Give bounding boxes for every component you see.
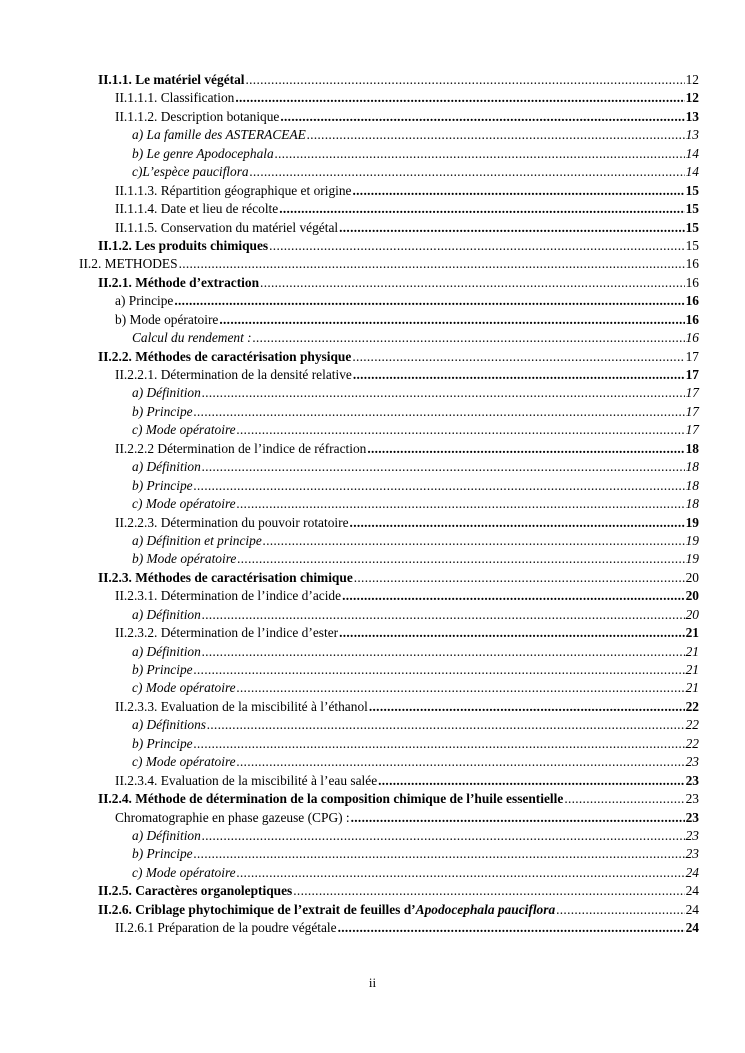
dot-leader [194, 845, 685, 863]
toc-entry-page: 17 [685, 422, 699, 438]
toc-entry-label: b) Principe [132, 477, 193, 493]
toc-entry-page: 20 [685, 606, 699, 622]
dot-leader [564, 790, 684, 808]
toc-entry-page: 23 [685, 791, 699, 807]
toc-entry-page: 23 [685, 754, 699, 770]
toc-entry[interactable] [132, 532, 699, 550]
toc-entry[interactable] [115, 698, 699, 716]
dot-leader [174, 292, 684, 310]
toc-entry-label: II.1.1. Le matériel végétal [98, 72, 245, 87]
dot-leader [353, 182, 685, 200]
table-of-contents [0, 71, 745, 938]
toc-entry-page: 17 [685, 367, 699, 382]
dot-leader [237, 679, 685, 697]
dot-leader [339, 219, 684, 237]
dot-leader [279, 200, 684, 218]
toc-entry-label: II.2.5. Caractères organoleptiques [98, 883, 293, 899]
dot-leader [307, 126, 685, 144]
toc-entry[interactable] [132, 163, 699, 181]
toc-entry-label: c) Mode opératoire [132, 496, 236, 512]
toc-entry-label: a) La famille des ASTERACEAE [132, 127, 306, 143]
toc-entry-label: Chromatographie en phase gazeuse (CPG) : [115, 809, 350, 825]
dot-leader [202, 827, 685, 845]
toc-entry-label: Calcul du rendement : [132, 330, 252, 346]
toc-entry-page: 15 [685, 201, 699, 217]
toc-entry-page: 22 [685, 717, 699, 733]
toc-entry[interactable] [132, 384, 699, 402]
toc-entry-label: c)L’espèce pauciflora [132, 164, 249, 180]
toc-entry-page: 19 [685, 514, 699, 530]
dot-leader [219, 311, 684, 329]
dot-leader [280, 108, 684, 126]
toc-entry-label: II.1.1.2. Description botanique [115, 108, 280, 124]
toc-entry-label: II.2. METHODES [79, 256, 178, 272]
toc-entry[interactable] [132, 606, 699, 624]
toc-entry-page: 22 [685, 735, 699, 751]
toc-entry[interactable] [132, 145, 699, 163]
toc-entry-label: b) Le genre Apodocephala [132, 145, 274, 161]
toc-entry[interactable] [98, 790, 699, 808]
toc-entry[interactable] [132, 845, 699, 863]
toc-entry-page: 21 [685, 662, 699, 677]
toc-entry[interactable] [132, 495, 699, 513]
toc-entry[interactable] [98, 569, 699, 587]
dot-leader [353, 366, 685, 384]
dot-leader [367, 440, 684, 458]
toc-entry[interactable] [115, 587, 699, 605]
toc-entry[interactable] [98, 901, 699, 919]
toc-entry-label: b) Principe [132, 403, 193, 419]
toc-entry[interactable] [115, 311, 699, 329]
dot-leader [235, 89, 684, 107]
dot-leader [179, 255, 685, 273]
toc-entry-label: a) Définition [132, 827, 201, 843]
toc-entry-label: a) Principe [115, 293, 174, 309]
toc-entry[interactable] [115, 514, 699, 532]
toc-entry[interactable] [132, 753, 699, 771]
toc-entry[interactable] [115, 200, 699, 218]
toc-entry-label: II.2.2. Méthodes de caractérisation physique [98, 348, 352, 364]
toc-entry[interactable] [115, 89, 699, 107]
toc-entry[interactable] [98, 237, 699, 255]
toc-entry-label: II.2.3. Méthodes de caractérisation chimique [98, 569, 353, 585]
toc-entry-page: 15 [685, 219, 699, 235]
toc-entry-label: b) Mode opératoire [132, 551, 237, 567]
dot-leader [556, 901, 684, 919]
toc-entry-label: II.2.3.4. Evaluation de la miscibilité à l’eau salée [115, 772, 378, 788]
toc-entry-page: 24 [685, 883, 699, 899]
toc-entry-page: 23 [685, 772, 699, 788]
toc-entry-page: 15 [685, 237, 699, 253]
toc-entry-page: 12 [685, 72, 699, 87]
toc-entry[interactable] [132, 329, 699, 347]
toc-entry-label: II.2.3.1. Détermination de l’indice d’acide [115, 588, 342, 604]
toc-entry-label: a) Définition [132, 459, 201, 475]
toc-entry-page: 15 [685, 182, 699, 198]
toc-entry-label: b) Principe [132, 735, 193, 751]
toc-entry-page: 14 [685, 164, 699, 180]
dot-leader [369, 698, 685, 716]
toc-entry-page: 24 [685, 920, 699, 936]
toc-entry[interactable] [115, 440, 699, 458]
toc-entry[interactable] [132, 643, 699, 661]
dot-leader [246, 71, 685, 89]
toc-entry-page: 18 [685, 496, 699, 512]
toc-entry-label: II.2.4. Méthode de détermination de la composition chimique de l’huile essentielle [98, 791, 564, 807]
toc-entry-page: 21 [685, 625, 699, 641]
toc-entry-label: c) Mode opératoire [132, 864, 236, 880]
toc-entry-label: b) Principe [132, 846, 193, 862]
toc-entry-page: 23 [685, 827, 699, 843]
toc-entry-label: II.2.2.2 Détermination de l’indice de réfraction [115, 440, 367, 456]
dot-leader [354, 569, 685, 587]
toc-entry-page: 17 [685, 385, 699, 401]
toc-entry-label: c) Mode opératoire [132, 422, 236, 438]
dot-leader [351, 809, 685, 827]
toc-entry-page: 18 [685, 440, 699, 456]
toc-entry[interactable] [132, 421, 699, 439]
dot-leader [202, 643, 685, 661]
toc-entry-label: a) Définition [132, 385, 201, 401]
toc-entry-page: 16 [685, 274, 699, 290]
toc-entry-label: a) Définitions [132, 717, 207, 733]
toc-entry[interactable] [132, 716, 699, 734]
dot-leader [194, 403, 685, 421]
toc-entry-label: b) Mode opératoire [115, 311, 219, 327]
toc-entry[interactable] [115, 919, 699, 937]
toc-entry-page: 17 [685, 403, 699, 419]
dot-leader [194, 477, 685, 495]
dot-leader [378, 772, 684, 790]
dot-leader [237, 864, 685, 882]
toc-entry-label: II.1.1.3. Répartition géographique et origine [115, 182, 352, 198]
toc-entry[interactable] [132, 661, 699, 679]
toc-entry[interactable] [98, 348, 699, 366]
toc-entry-page: 16 [685, 293, 699, 309]
toc-entry-label: c) Mode opératoire [132, 754, 236, 770]
toc-entry-page: 22 [685, 698, 699, 714]
toc-entry-label: II.1.1.1. Classification [115, 90, 235, 106]
dot-leader [253, 329, 685, 347]
dot-leader [202, 458, 685, 476]
toc-entry[interactable] [115, 809, 699, 827]
toc-entry-page: 23 [685, 809, 699, 825]
toc-entry-label: II.2.3.3. Evaluation de la miscibilité à l’éthanol [115, 698, 368, 714]
toc-entry[interactable] [79, 255, 699, 273]
dot-leader [350, 514, 685, 532]
toc-entry[interactable] [132, 477, 699, 495]
dot-leader [339, 624, 685, 642]
dot-leader [202, 384, 685, 402]
dot-leader [260, 274, 685, 292]
toc-entry-page: 17 [685, 348, 699, 364]
dot-leader [237, 753, 685, 771]
toc-entry[interactable] [132, 403, 699, 421]
toc-entry-page: 24 [685, 901, 699, 917]
toc-entry-page: 16 [685, 311, 699, 327]
toc-entry-page: 18 [685, 477, 699, 493]
toc-entry[interactable] [115, 219, 699, 237]
toc-entry[interactable] [132, 550, 699, 568]
toc-entry-page: 20 [685, 588, 699, 604]
toc-entry[interactable] [115, 366, 699, 384]
toc-entry-page: 16 [685, 330, 699, 346]
toc-entry-page: 23 [685, 846, 699, 862]
dot-leader [342, 587, 685, 605]
dot-leader [202, 606, 685, 624]
toc-entry[interactable] [115, 292, 699, 310]
toc-entry-page: 16 [685, 256, 699, 272]
toc-entry[interactable] [132, 679, 699, 697]
dot-leader [352, 348, 684, 366]
toc-entry-page: 13 [685, 108, 699, 124]
toc-entry-label: II.2.2.3. Détermination du pouvoir rotatoire [115, 514, 349, 530]
toc-entry-page: 24 [685, 864, 699, 880]
page-number: ii [368, 975, 377, 990]
dot-leader [207, 716, 685, 734]
toc-entry-page: 12 [685, 90, 699, 106]
dot-leader [237, 421, 685, 439]
dot-leader [194, 661, 685, 679]
dot-leader [250, 163, 685, 181]
toc-entry[interactable] [115, 182, 699, 200]
dot-leader [293, 882, 684, 900]
toc-entry-label: II.1.2. Les produits chimiques [98, 237, 269, 253]
toc-entry-page: 21 [685, 680, 699, 696]
toc-entry[interactable] [132, 827, 699, 845]
toc-entry[interactable] [132, 864, 699, 882]
toc-entry[interactable] [98, 882, 699, 900]
toc-entry[interactable] [98, 274, 699, 292]
toc-entry-label: II.2.3.2. Détermination de l’indice d’ester [115, 625, 339, 641]
toc-entry-page: 14 [685, 145, 699, 161]
toc-entry[interactable] [115, 108, 699, 126]
toc-entry-label: II.1.1.4. Date et lieu de récolte [115, 201, 279, 217]
toc-entry-label: II.2.6.1 Préparation de la poudre végétale [115, 920, 337, 936]
toc-entry-label: II.2.6. Criblage phytochimique de l’extrait de feuilles d’Apodocephala pauciflora [98, 901, 556, 917]
toc-entry-label: b) Principe [132, 662, 193, 677]
toc-entry-page: 19 [685, 532, 699, 548]
toc-entry[interactable] [115, 624, 699, 642]
toc-entry[interactable] [115, 772, 699, 790]
toc-entry-page: 18 [685, 459, 699, 475]
toc-entry-label: II.2.1. Méthode d’extraction [98, 274, 260, 290]
toc-entry-page: 20 [685, 569, 699, 585]
toc-entry-label: II.1.1.5. Conservation du matériel végétal [115, 219, 339, 235]
toc-entry-page: 19 [685, 551, 699, 567]
dot-leader [269, 237, 684, 255]
toc-entry[interactable] [132, 735, 699, 753]
toc-entry-page: 13 [685, 127, 699, 143]
toc-entry-label: a) Définition et principe [132, 532, 262, 548]
toc-entry-label: II.2.2.1. Détermination de la densité relative [115, 367, 352, 382]
toc-entry[interactable] [98, 71, 699, 89]
dot-leader [338, 919, 685, 937]
toc-entry[interactable] [132, 126, 699, 144]
dot-leader [237, 495, 685, 513]
toc-entry[interactable] [132, 458, 699, 476]
dot-leader [194, 735, 685, 753]
toc-entry-label: c) Mode opératoire [132, 680, 236, 696]
toc-entry-label: a) Définition [132, 643, 201, 659]
toc-entry-page: 21 [685, 643, 699, 659]
toc-entry-label: a) Définition [132, 606, 201, 622]
dot-leader [263, 532, 685, 550]
dot-leader [275, 145, 685, 163]
dot-leader [237, 550, 684, 568]
